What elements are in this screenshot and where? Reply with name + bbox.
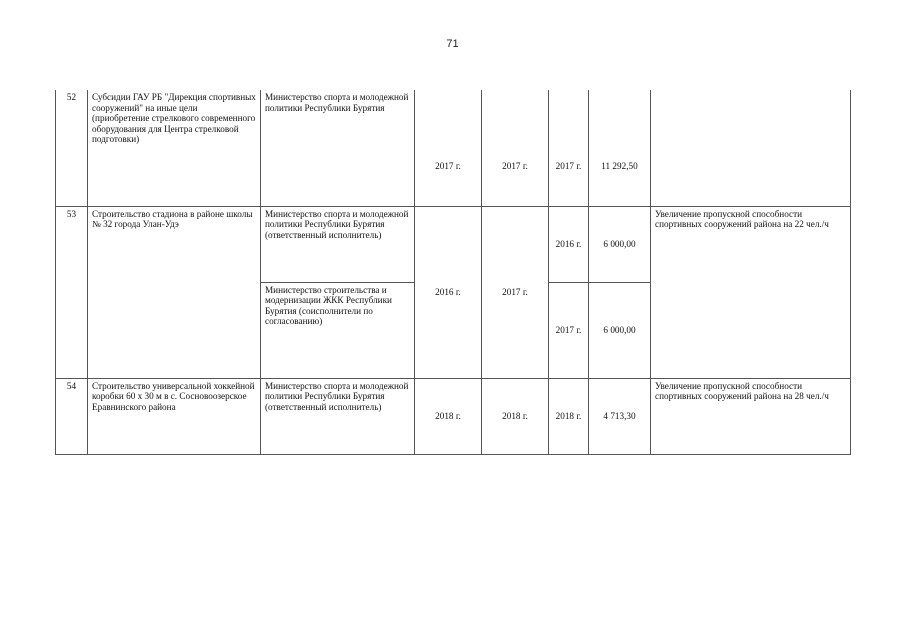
end-year: 2017 г.: [482, 206, 549, 378]
start-year: 2018 г.: [415, 378, 482, 454]
table-row: [56, 90, 851, 206]
funding-amount: 6 000,00: [589, 282, 651, 378]
expected-result: Увеличение пропускной способности спортивных сооружений района на 22 чел./ч: [651, 206, 851, 378]
co-executor: Министерство строительства и модернизации ЖКК Республики Бурятия (соисполнители по согласованию): [261, 282, 415, 378]
row-number: 54: [56, 378, 88, 454]
start-year: 2017 г.: [415, 90, 482, 206]
executor: Министерство спорта и молодежной политики Республики Бурятия (ответственный исполнитель): [261, 378, 415, 454]
row-number: 53: [56, 206, 88, 378]
start-year: 2016 г.: [415, 206, 482, 378]
measure-name: Строительство стадиона в районе школы № 32 города Улан-Удэ: [88, 206, 261, 378]
funding-amount: 4 713,30: [589, 378, 651, 454]
table-row: [56, 378, 851, 454]
end-year: 2017 г.: [482, 90, 549, 206]
funding-year: 2016 г.: [549, 206, 589, 282]
expected-result: [651, 90, 851, 206]
row-number: 52: [56, 90, 88, 206]
end-year: 2018 г.: [482, 378, 549, 454]
program-table: [55, 90, 851, 455]
executor: Министерство спорта и молодежной политики Республики Бурятия: [261, 90, 415, 206]
funding-year: 2017 г.: [549, 90, 589, 206]
table-row: [56, 206, 851, 282]
funding-amount: 11 292,50: [589, 90, 651, 206]
measure-name: Строительство универсальной хоккейной коробки 60 х 30 м в с. Сосновоозерское Еравнинского района: [88, 378, 261, 454]
funding-amount: 6 000,00: [589, 206, 651, 282]
funding-year: 2017 г.: [549, 282, 589, 378]
page-number: 71: [446, 38, 459, 50]
expected-result: Увеличение пропускной способности спортивных сооружений района на 28 чел./ч: [651, 378, 851, 454]
funding-year: 2018 г.: [549, 378, 589, 454]
executor: Министерство спорта и молодежной политики Республики Бурятия (ответственный исполнитель): [261, 206, 415, 282]
measure-name: Субсидии ГАУ РБ "Дирекция спортивных сооружений" на иные цели (приобретение стрелкового современного оборудования для Центра стрелковой подготовки): [88, 90, 261, 206]
